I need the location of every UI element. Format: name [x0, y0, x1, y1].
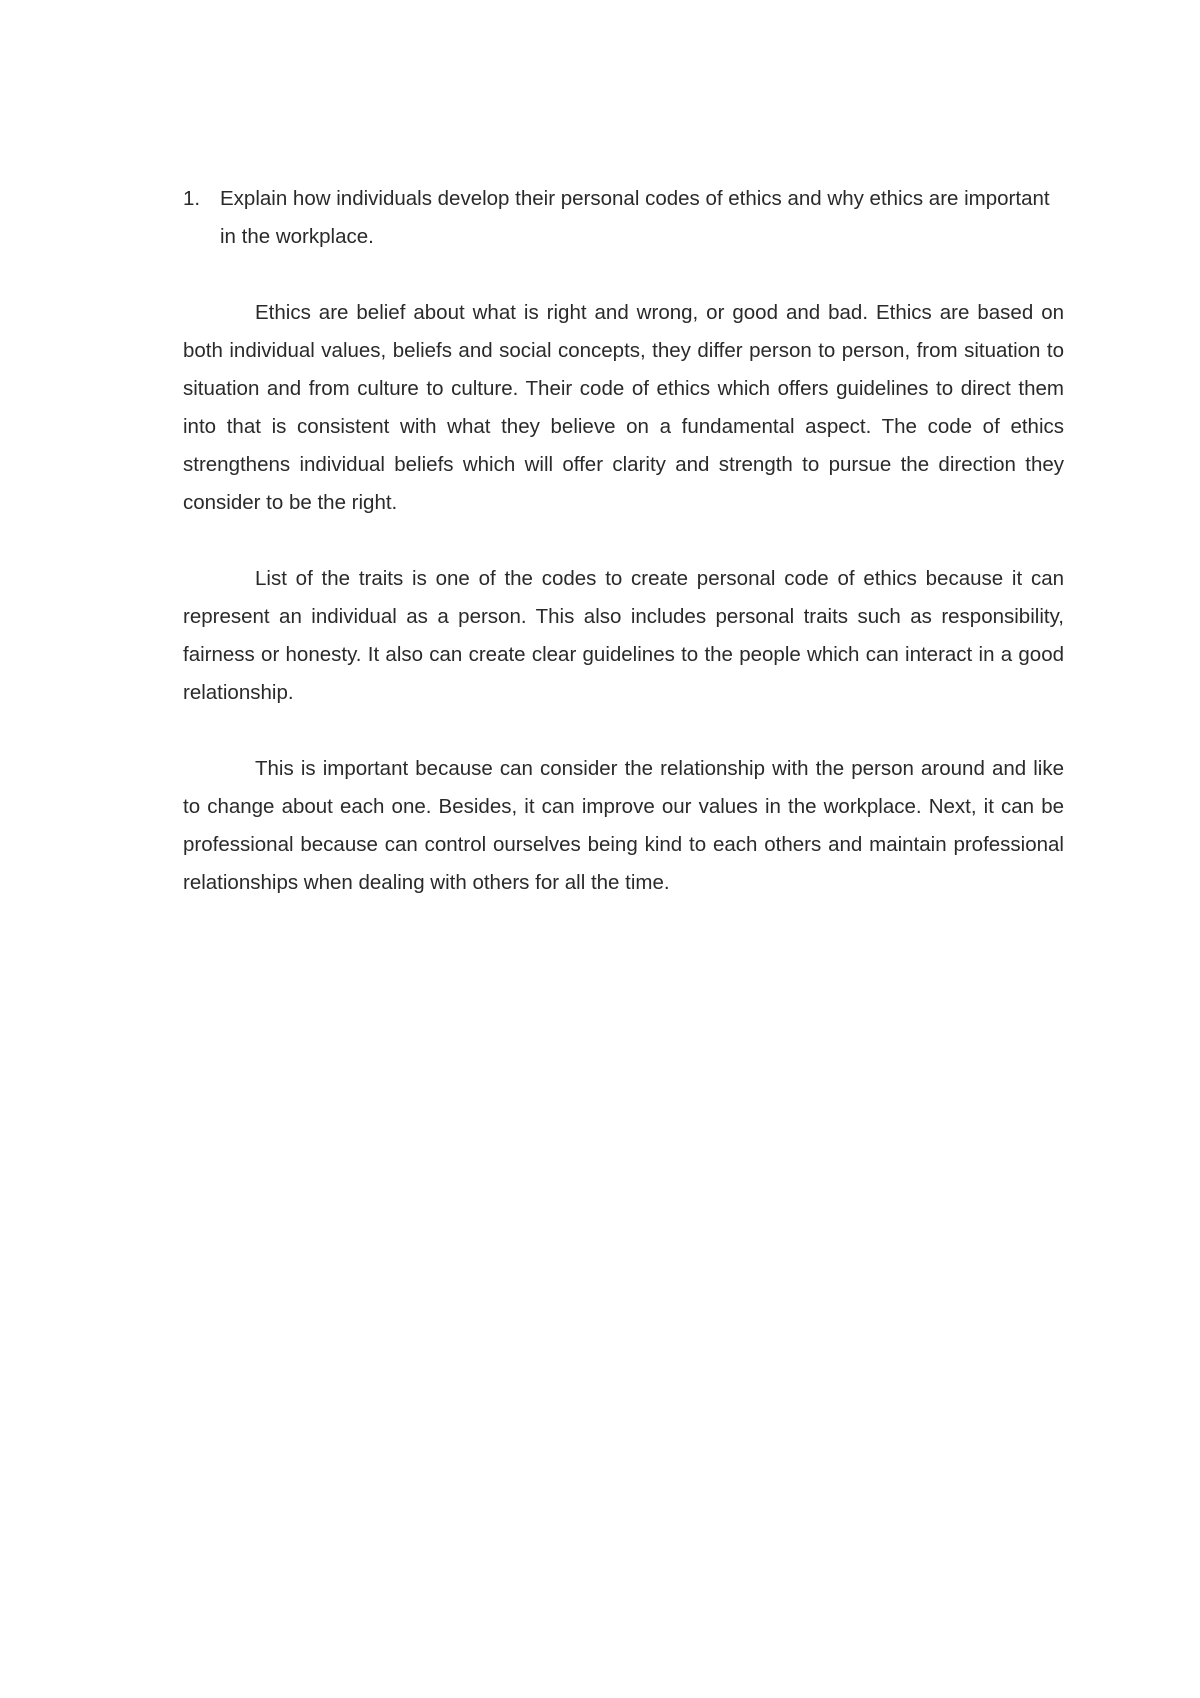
paragraph-importance: This is important because can consider the relationship with the person around and like to change about each one. Besides, it can improve our values in the workplace. Next, it can be professional because can control ourselves being kind to each others and maintain professional relationships when dealing with others for all the time. [183, 757, 1064, 894]
paragraph-ethics-definition: Ethics are belief about what is right and wrong, or good and bad. Ethics are based on both individual values, beliefs and social concepts, they differ person to person, from situation to situation and from culture to culture. Their code of ethics which offers guidelines to direct them into that is consistent with what they believe on a fundamental aspect. The code of ethics strengthens individual beliefs which will offer clarity and strength to pursue the direction they consider to be the right. [183, 301, 1064, 514]
question-item [183, 180, 1064, 256]
question-text: Explain how individuals develop their personal codes of ethics and why ethics are important in the workplace. [220, 187, 1050, 248]
paragraph-traits: List of the traits is one of the codes to create personal code of ethics because it can represent an individual as a person. This also includes personal traits such as responsibility, fairness or honesty. It also can create clear guidelines to the people which can interact in a good relationship. [183, 567, 1064, 704]
document-body [183, 180, 1064, 902]
question-number: 1. [183, 187, 201, 210]
